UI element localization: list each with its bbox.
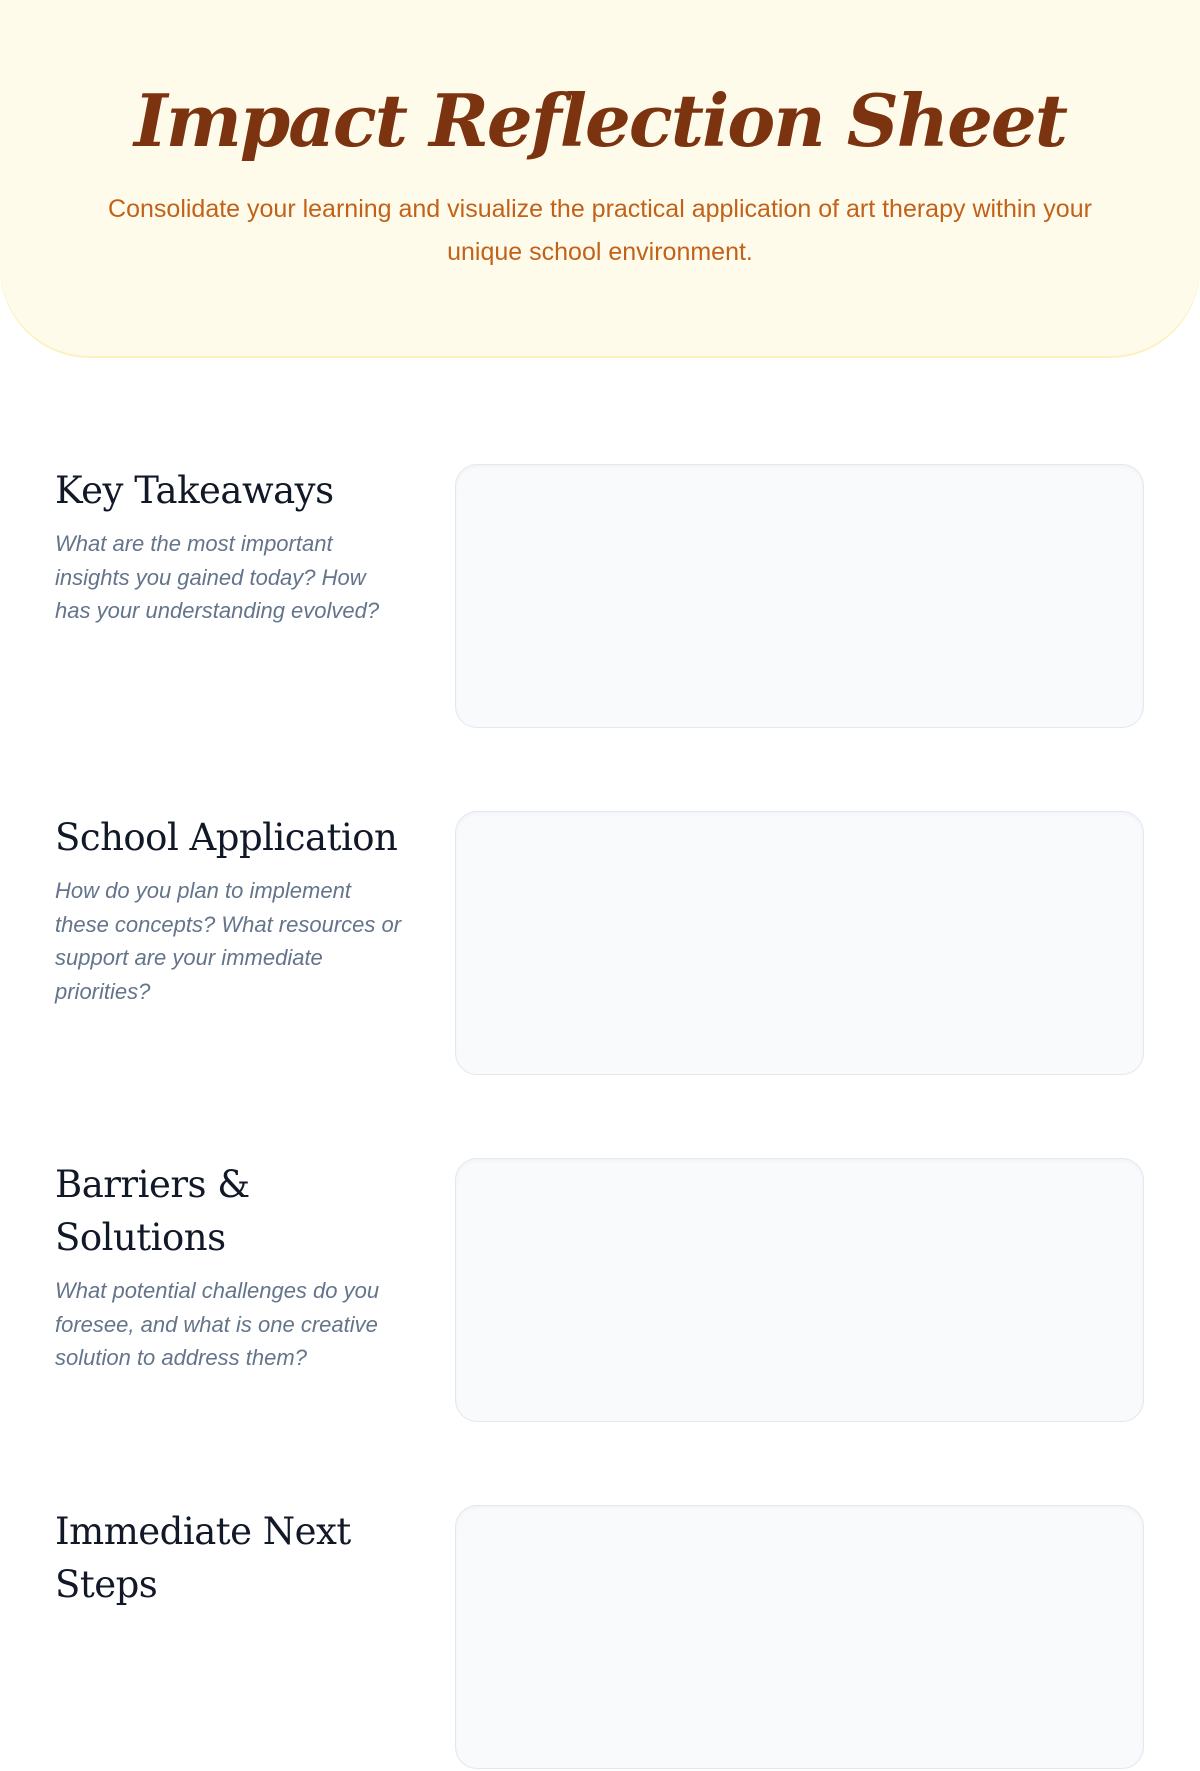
next-steps-textarea[interactable] bbox=[455, 1505, 1144, 1769]
section-prompt: What are the most important insights you gained today? How has your understanding evolved? bbox=[55, 531, 380, 623]
section-barriers-solutions bbox=[55, 1158, 1146, 1424]
page-title: Impact Reflection Sheet bbox=[134, 78, 1066, 163]
barriers-solutions-textarea[interactable] bbox=[455, 1158, 1144, 1422]
page-subtitle: Consolidate your learning and visualize the practical application of art therapy within your unique school environment. bbox=[108, 195, 1092, 266]
school-application-textarea[interactable] bbox=[455, 811, 1144, 1075]
page-header bbox=[0, 0, 1200, 356]
section-prompt: What potential challenges do you foresee, and what is one creative solution to address them? bbox=[55, 1278, 380, 1370]
section-key-takeaways bbox=[55, 464, 1146, 730]
section-heading: School Application bbox=[55, 816, 398, 859]
section-heading: Immediate Next Steps bbox=[55, 1510, 351, 1606]
section-prompt: How do you plan to implement these concepts? What resources or support are your immediate priorities? bbox=[55, 878, 402, 1004]
key-takeaways-textarea[interactable] bbox=[455, 464, 1144, 728]
section-immediate-next-steps bbox=[55, 1505, 1146, 1771]
section-heading: Key Takeaways bbox=[55, 469, 334, 512]
section-school-application bbox=[55, 811, 1146, 1077]
section-heading: Barriers & Solutions bbox=[55, 1163, 250, 1259]
